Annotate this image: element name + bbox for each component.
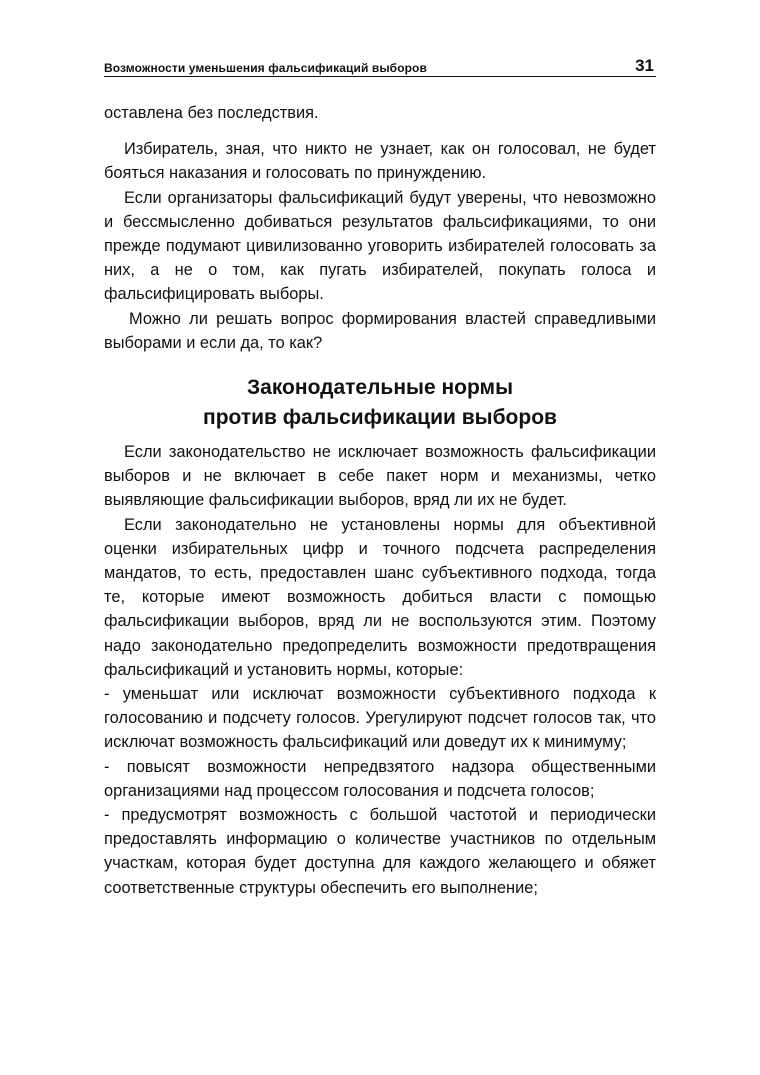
paragraph: Можно ли решать вопрос формирования властей справедливыми выборами и если да, то как? <box>104 309 656 352</box>
running-header <box>104 54 656 77</box>
paragraph: Если законодательство не исключает возможность фальсификации выборов и не включает в себе пакет норм и механизмы, четко выявляющие фальсификации выборов, вряд ли их не будет. <box>104 443 656 510</box>
paragraph: Избиратель, зная, что никто не узнает, как он голосовал, не будет бояться наказания и голосовать по принуждению. <box>104 140 656 183</box>
section-heading-line: Законодательные нормы <box>246 376 514 400</box>
page-body <box>104 101 656 900</box>
list-item: - предусмотрят возможность с большой частотой и периодически предоставлять информацию о количестве участников по отдельным участкам, которая будет доступна для каждого желающего и обяжет соответственные структуры обеспечить его выполнение; <box>104 806 656 897</box>
paragraph-continuation: оставлена без последствия. <box>104 104 319 122</box>
list-item: - уменьшат или исключат возможности субъективного подхода к голосованию и подсчету голосов. Урегулируют подсчет голосов так, что исключат возможность фальсификаций или доведут их к минимуму; <box>104 685 656 752</box>
section-heading <box>104 373 656 433</box>
paragraph: Если организаторы фальсификаций будут уверены, что невозможно и бессмысленно добиваться результатов фальсификациями, то они прежде подумают цивилизованно уговорить избирателей голосовать за них, а не о том, как пугать избирателей, покупать голоса и фальсифицировать выборы. <box>104 188 656 304</box>
running-title: Возможности уменьшения фальсификаций выборов <box>104 61 427 75</box>
section-heading-line: против фальсификации выборов <box>203 406 557 430</box>
page-number: 31 <box>635 56 654 75</box>
paragraph: Если законодательно не установлены нормы для объективной оценки избирательных цифр и точного подсчета распределения мандатов, то есть, предоставлен шанс субъективного подхода, тогда те, которые имеют возможность добиться власти с помощью фальсификации выборов, вряд ли не воспользуются этим. Поэтому надо законодательно предопределить возможности предотвращения фальсификаций и установить нормы, которые: <box>104 515 656 679</box>
list-item: - повысят возможности непредвзятого надзора общественными организациями над процессом голосования и подсчета голосов; <box>104 757 656 800</box>
